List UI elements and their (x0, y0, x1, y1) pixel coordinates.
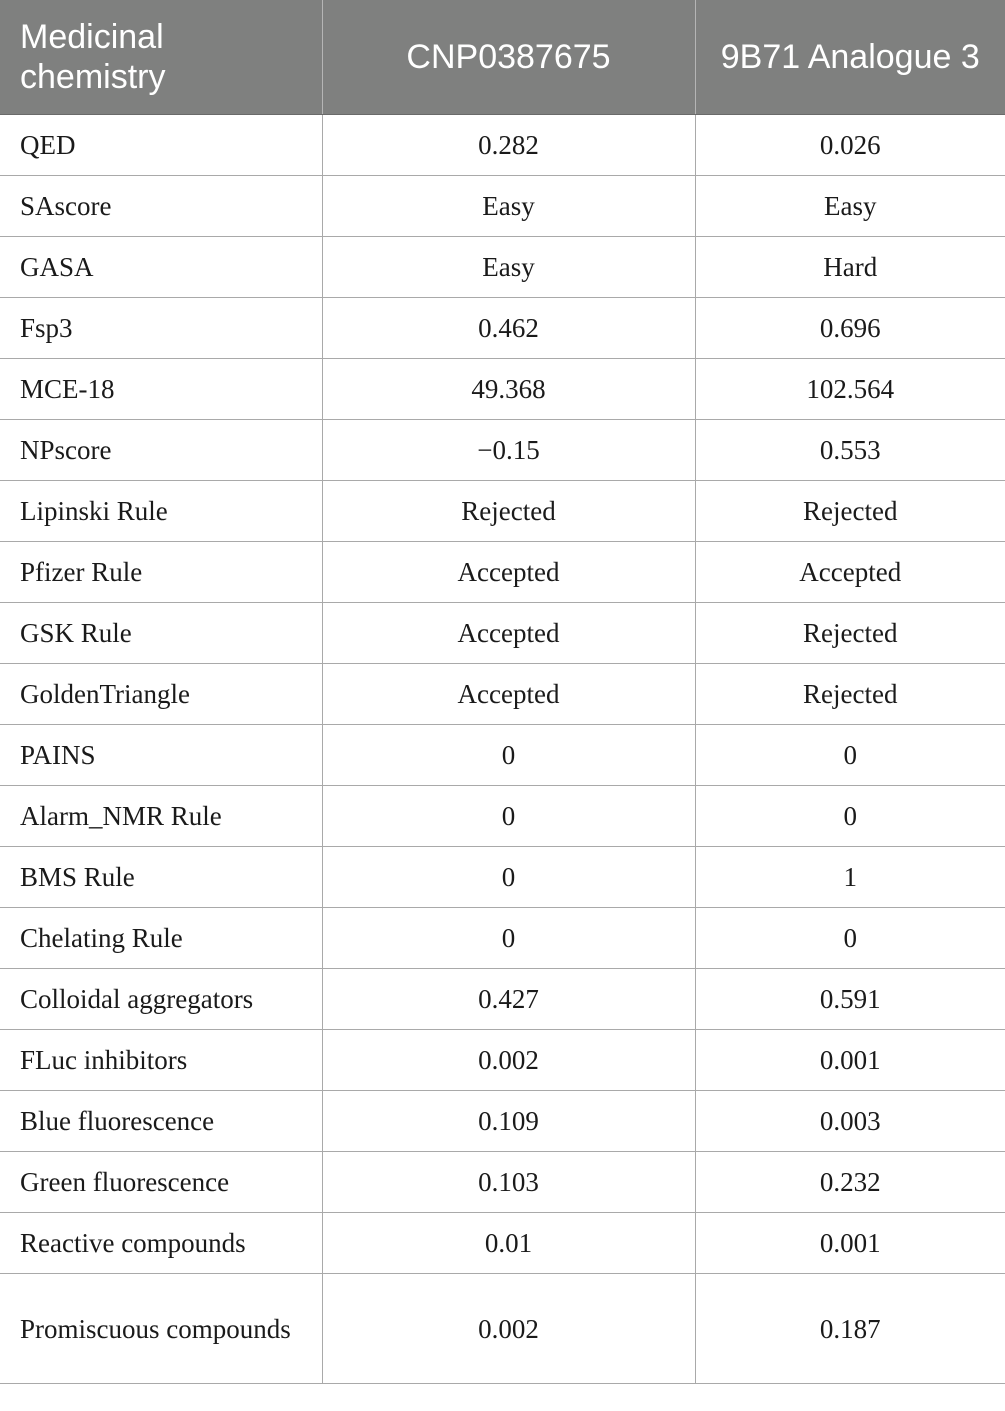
table-row (0, 603, 1005, 664)
table-row (0, 1274, 1005, 1384)
cnp0387675-value: 0.002 (322, 1274, 695, 1384)
9b71-analogue-3-value: 0.026 (695, 115, 1005, 176)
property-name: Colloidal aggregators (0, 969, 322, 1030)
property-name: Promiscuous compounds (0, 1274, 322, 1384)
property-name: PAINS (0, 725, 322, 786)
header-medicinal-chemistry: Medicinal chemistry (0, 0, 322, 115)
cnp0387675-value: 0.002 (322, 1030, 695, 1091)
9b71-analogue-3-value: 0.553 (695, 420, 1005, 481)
cnp0387675-value: 49.368 (322, 359, 695, 420)
cnp0387675-value: 0 (322, 847, 695, 908)
9b71-analogue-3-value: 0 (695, 725, 1005, 786)
cnp0387675-value: Rejected (322, 481, 695, 542)
9b71-analogue-3-value: Rejected (695, 664, 1005, 725)
property-name: MCE-18 (0, 359, 322, 420)
9b71-analogue-3-value: Hard (695, 237, 1005, 298)
9b71-analogue-3-value: Rejected (695, 603, 1005, 664)
cnp0387675-value: 0.282 (322, 115, 695, 176)
cnp0387675-value: 0.109 (322, 1091, 695, 1152)
property-name: Blue fluorescence (0, 1091, 322, 1152)
table-row (0, 969, 1005, 1030)
cnp0387675-value: 0.427 (322, 969, 695, 1030)
property-name: FLuc inhibitors (0, 1030, 322, 1091)
table-row (0, 786, 1005, 847)
cnp0387675-value: Accepted (322, 542, 695, 603)
property-name: Alarm_NMR Rule (0, 786, 322, 847)
table-row (0, 908, 1005, 969)
9b71-analogue-3-value: 0.001 (695, 1213, 1005, 1274)
property-name: Fsp3 (0, 298, 322, 359)
header-cnp0387675: CNP0387675 (322, 0, 695, 115)
table-row (0, 542, 1005, 603)
property-name: Green fluorescence (0, 1152, 322, 1213)
9b71-analogue-3-value: 0.232 (695, 1152, 1005, 1213)
table-row (0, 664, 1005, 725)
9b71-analogue-3-value: Rejected (695, 481, 1005, 542)
cnp0387675-value: Easy (322, 237, 695, 298)
table-row (0, 176, 1005, 237)
cnp0387675-value: 0.103 (322, 1152, 695, 1213)
property-name: GSK Rule (0, 603, 322, 664)
9b71-analogue-3-value: Accepted (695, 542, 1005, 603)
property-name: Reactive compounds (0, 1213, 322, 1274)
cnp0387675-value: 0 (322, 908, 695, 969)
property-name: GASA (0, 237, 322, 298)
table-row (0, 847, 1005, 908)
header-9b71-analogue-3: 9B71 Analogue 3 (695, 0, 1005, 115)
table-row (0, 420, 1005, 481)
cnp0387675-value: 0 (322, 786, 695, 847)
9b71-analogue-3-value: 0.696 (695, 298, 1005, 359)
property-name: Pfizer Rule (0, 542, 322, 603)
table-row (0, 481, 1005, 542)
cnp0387675-value: 0 (322, 725, 695, 786)
table-row (0, 359, 1005, 420)
property-name: Lipinski Rule (0, 481, 322, 542)
cnp0387675-value: Accepted (322, 603, 695, 664)
cnp0387675-value: Accepted (322, 664, 695, 725)
table-row (0, 298, 1005, 359)
header-row (0, 0, 1005, 115)
cnp0387675-value: 0.462 (322, 298, 695, 359)
9b71-analogue-3-value: 0.003 (695, 1091, 1005, 1152)
table-body (0, 115, 1005, 1384)
9b71-analogue-3-value: 0.001 (695, 1030, 1005, 1091)
table-row (0, 725, 1005, 786)
9b71-analogue-3-value: 0.187 (695, 1274, 1005, 1384)
cnp0387675-value: −0.15 (322, 420, 695, 481)
table-row (0, 1091, 1005, 1152)
property-name: Chelating Rule (0, 908, 322, 969)
9b71-analogue-3-value: Easy (695, 176, 1005, 237)
9b71-analogue-3-value: 102.564 (695, 359, 1005, 420)
property-name: SAscore (0, 176, 322, 237)
9b71-analogue-3-value: 1 (695, 847, 1005, 908)
property-name: NPscore (0, 420, 322, 481)
table-row (0, 115, 1005, 176)
9b71-analogue-3-value: 0 (695, 908, 1005, 969)
table-row (0, 1152, 1005, 1213)
table-row (0, 1030, 1005, 1091)
cnp0387675-value: 0.01 (322, 1213, 695, 1274)
table-header (0, 0, 1005, 115)
table-row (0, 1213, 1005, 1274)
9b71-analogue-3-value: 0 (695, 786, 1005, 847)
property-name: GoldenTriangle (0, 664, 322, 725)
property-name: QED (0, 115, 322, 176)
property-name: BMS Rule (0, 847, 322, 908)
cnp0387675-value: Easy (322, 176, 695, 237)
table-row (0, 237, 1005, 298)
9b71-analogue-3-value: 0.591 (695, 969, 1005, 1030)
